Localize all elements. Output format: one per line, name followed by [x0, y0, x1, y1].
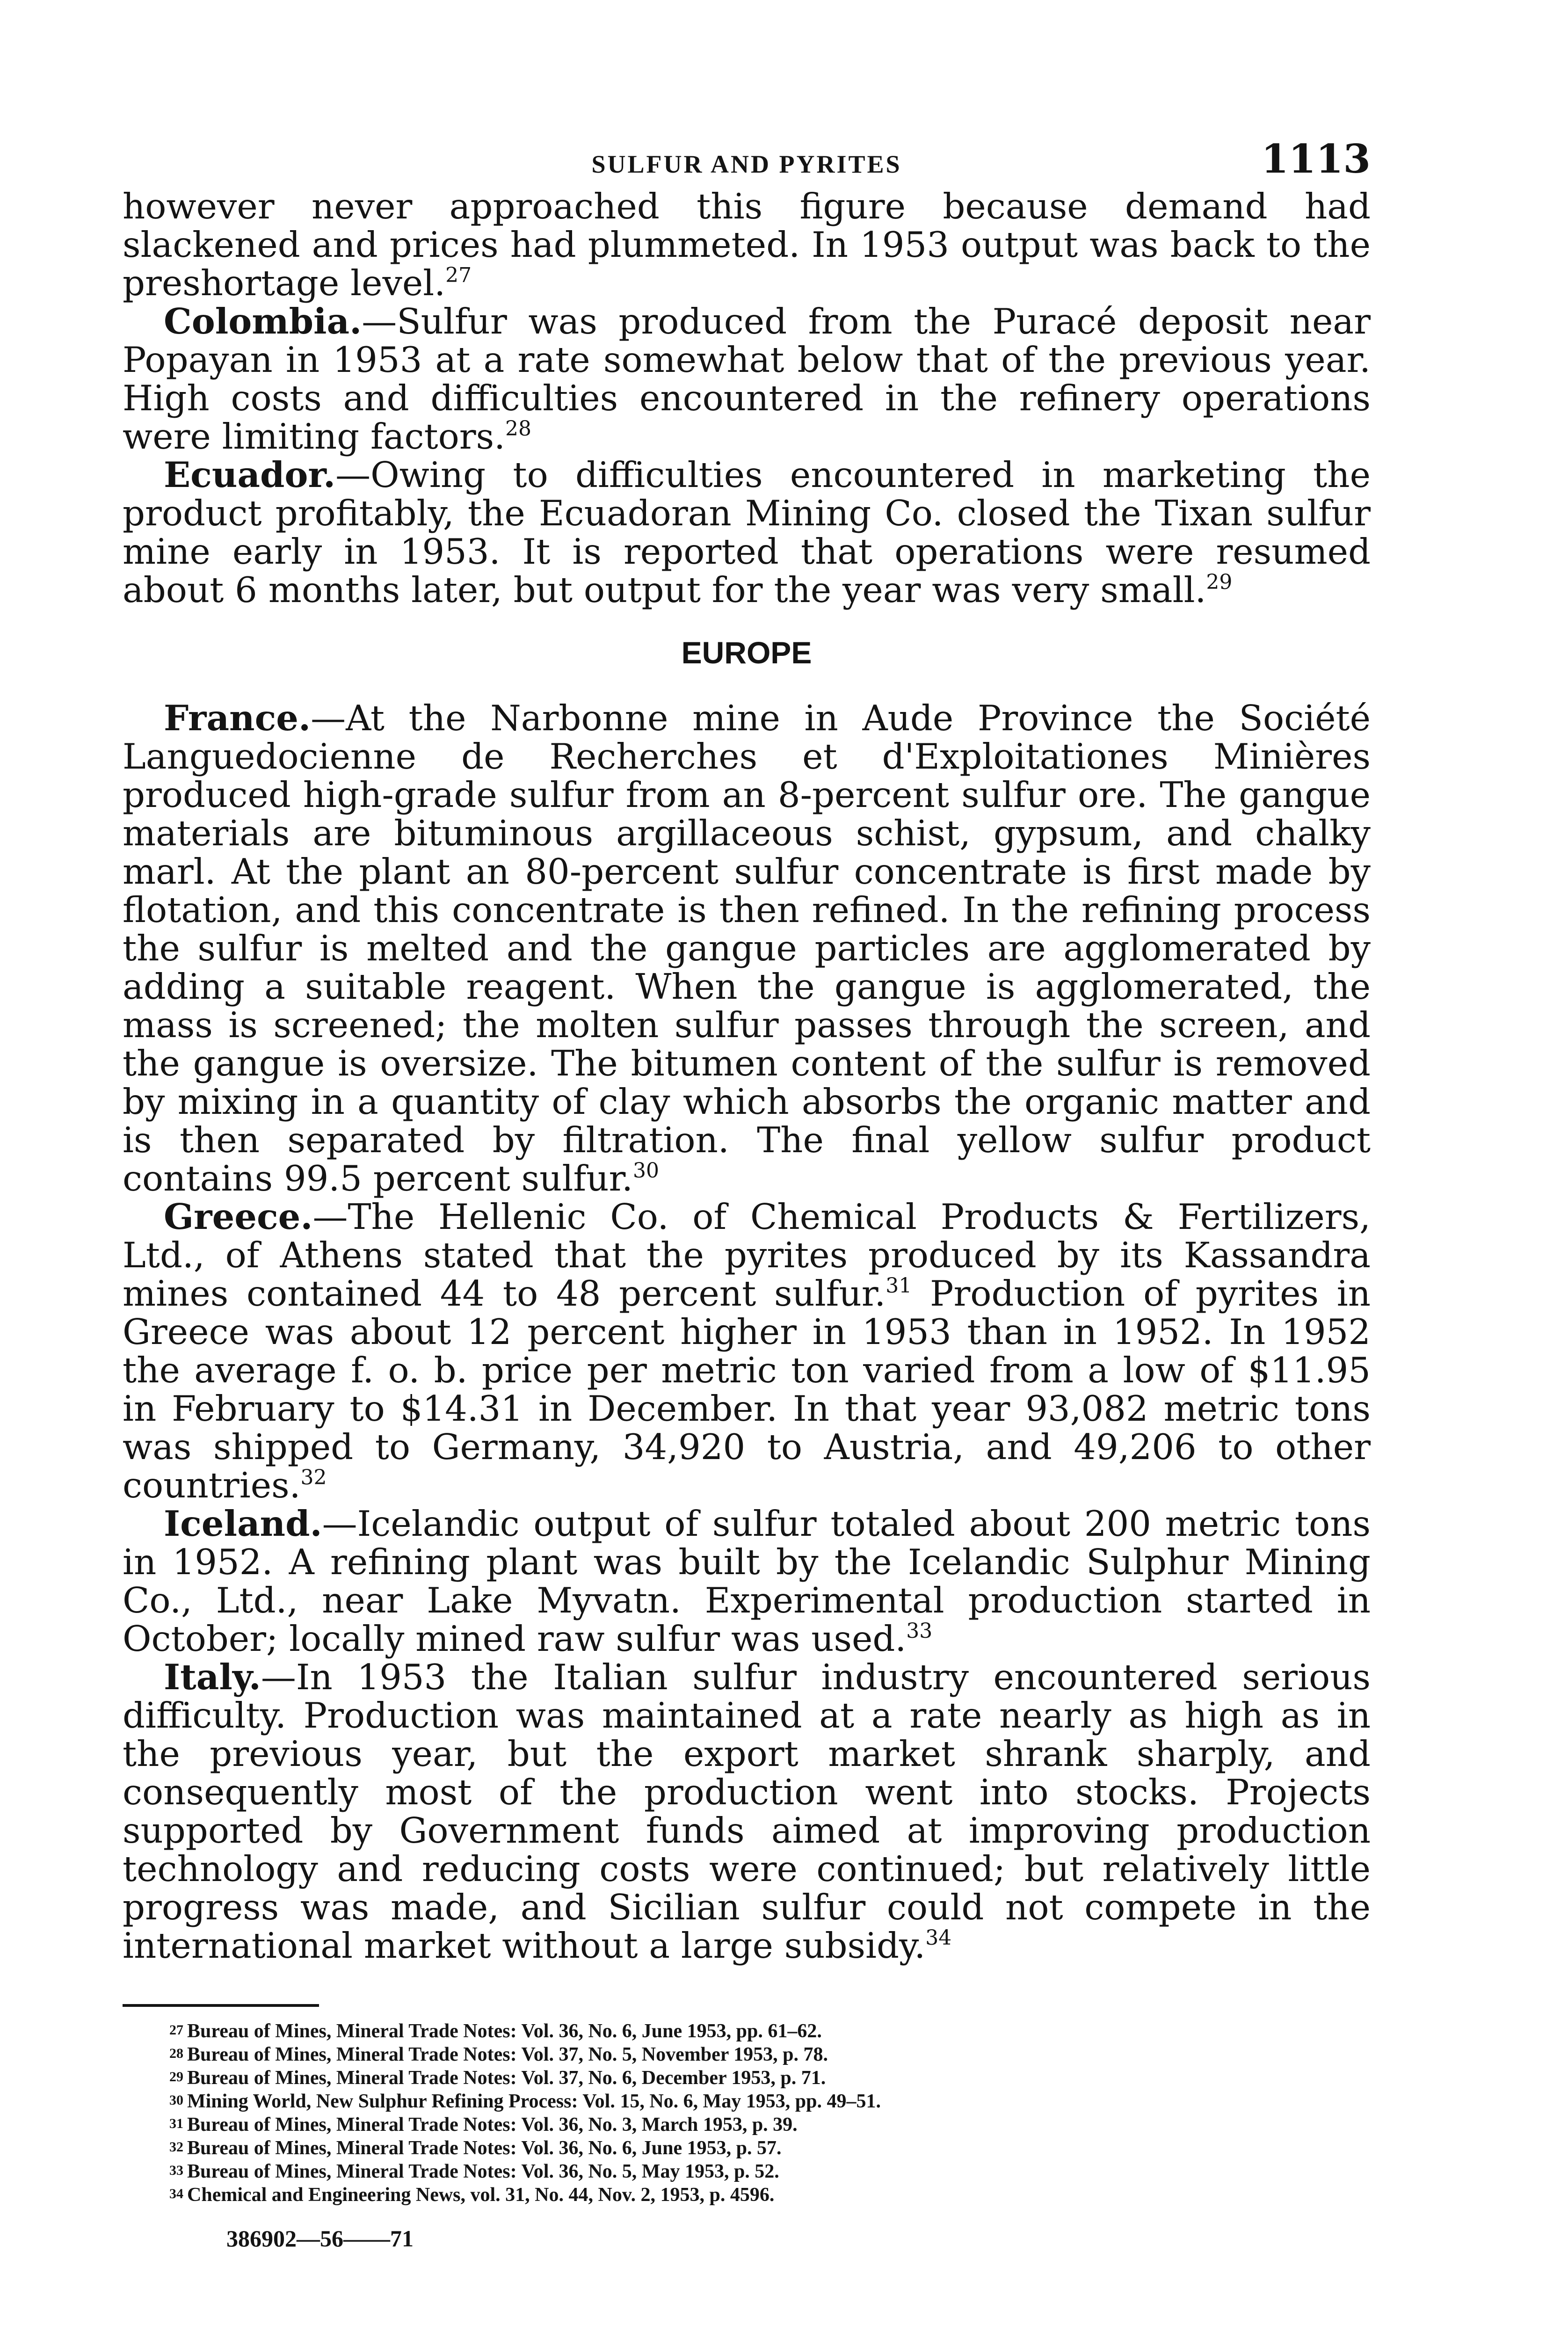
footnote — [169, 2089, 1371, 2113]
paragraph-text: however never approached this figure because demand had slackened and prices had plummeted. In 1953 output was back to the preshortage level. — [123, 186, 1371, 304]
document-page — [123, 136, 1371, 2252]
footnote-text: Bureau of Mines, Mineral Trade Notes: Vol. 36, No. 6, June 1953, p. 57. — [187, 2137, 782, 2159]
footnote — [169, 2159, 1371, 2183]
body-text — [123, 187, 1371, 1965]
footnote-ref: 30 — [632, 1159, 659, 1183]
paragraph-france — [123, 699, 1371, 1198]
footnote-text: Bureau of Mines, Mineral Trade Notes: Vol. 37, No. 5, November 1953, p. 78. — [187, 2044, 828, 2065]
printer-imprint: 386902—56——71 — [226, 2225, 414, 2252]
footnote — [169, 2136, 1371, 2159]
footnote-text: Bureau of Mines, Mineral Trade Notes: Vol. 36, No. 5, May 1953, p. 52. — [187, 2161, 779, 2182]
footnote-number: 27 — [169, 2022, 183, 2038]
country-lead: Italy. — [164, 1656, 261, 1698]
footnote — [169, 2183, 1371, 2206]
footnote-text: Mining World, New Sulphur Refining Process: Vol. 15, No. 6, May 1953, pp. 49–51. — [187, 2091, 881, 2112]
footnote-ref: 29 — [1206, 570, 1233, 594]
paragraph-text: —At the Narbonne mine in Aude Province the Société Languedocienne de Recherches et d'Exploitationes Minières produced high-grade sulfur from an 8-percent sulfur ore. The gangue materials are bituminous argillaceous schist, gypsum, and chalky marl. At the plant an 80-percent sulfur concentrate is first made by flotation, and this concentrate is then refined. In the refining process the sulfur is melted and the gangue particles are agglomerated by adding a suitable reagent. When the gangue is agglomerated, the mass is screened; the molten sulfur passes through the screen, and the gangue is oversize. The bitumen content of the sulfur is removed by mixing in a quantity of clay which absorbs the organic matter and is then separated by filtration. The final yellow sulfur product contains 99.5 percent sulfur. — [123, 697, 1371, 1199]
footnote-ref: 31 — [886, 1274, 912, 1298]
section-heading: EUROPE — [681, 635, 812, 670]
footnote-text: Bureau of Mines, Mineral Trade Notes: Vol. 36, No. 6, June 1953, pp. 61–62. — [187, 2020, 822, 2042]
footnote-rule — [123, 2004, 319, 2007]
footnote-number: 34 — [169, 2186, 183, 2201]
country-lead: Ecuador. — [164, 454, 336, 495]
paragraph-greece — [123, 1198, 1371, 1504]
paragraph-text: —In 1953 the Italian sulfur industry encountered serious difficulty. Production was maintained at a rate nearly as high as in the previous year, but the export market shrank sharply, and consequently most of the production went into stocks. Projects supported by Government funds aimed at improving production technology and reducing costs were continued; but relatively little progress was made, and Sicilian sulfur could not compete in the international market without a large subsidy. — [123, 1656, 1371, 1966]
paragraph-text: —The Hellenic Co. of Chemical Products & Fertilizers, Ltd., of Athens stated that the pyrites produced by its Kassandra mines contained 44 to 48 percent sulfur. — [123, 1196, 1371, 1314]
footnote-ref: 32 — [300, 1466, 327, 1489]
footnote-text: Chemical and Engineering News, vol. 31, No. 44, Nov. 2, 1953, p. 4596. — [187, 2184, 775, 2206]
footnote — [169, 2113, 1371, 2136]
footnote-text: Bureau of Mines, Mineral Trade Notes: Vol. 37, No. 6, December 1953, p. 71. — [187, 2067, 826, 2089]
footnote-ref: 27 — [445, 263, 472, 287]
paragraph-text: —Icelandic output of sulfur totaled about 200 metric tons in 1952. A refining plant was built by the Icelandic Sulphur Mining Co., Ltd., near Lake Myvatn. Experimental production started in October; locally mined raw sulfur was used. — [123, 1503, 1371, 1659]
footnote-ref: 34 — [925, 1926, 952, 1950]
footnote-text: Bureau of Mines, Mineral Trade Notes: Vol. 36, No. 3, March 1953, p. 39. — [187, 2114, 798, 2136]
footnote-number: 32 — [169, 2139, 183, 2155]
footnote-number: 29 — [169, 2069, 183, 2085]
country-lead: France. — [164, 697, 311, 739]
country-lead: Greece. — [164, 1196, 313, 1237]
footnote-number: 31 — [169, 2116, 183, 2131]
footnote — [169, 2042, 1371, 2066]
paragraph-text: —Owing to difficulties encountered in marketing the product profitably, the Ecuadoran Mining Co. closed the Tixan sulfur mine early in 1953. It is reported that operations were resumed about 6 months later, but output for the year was very small. — [123, 454, 1371, 610]
paragraph-continuation — [123, 187, 1371, 302]
country-lead: Iceland. — [164, 1503, 322, 1544]
country-lead: Colombia. — [164, 301, 362, 342]
paragraph-text: Production of pyrites in Greece was about 12 percent higher in 1953 than in 1952. In 1952 the average f. o. b. price per metric ton varied from a low of $11.95 in February to $14.31 in December. In that year 93,082 metric tons was shipped to Germany, 34,920 to Austria, and 49,206 to other countries. — [123, 1273, 1371, 1506]
running-head — [123, 136, 1371, 187]
paragraph-text: —Sulfur was produced from the Puracé deposit near Popayan in 1953 at a rate somewhat below that of the previous year. High costs and difficulties encountered in the refinery operations were limiting factors. — [123, 301, 1371, 457]
footnote-ref: 33 — [906, 1619, 933, 1643]
footnote-number: 30 — [169, 2092, 183, 2108]
paragraph-colombia — [123, 302, 1371, 456]
footnote-number: 28 — [169, 2046, 183, 2061]
running-title: SULFUR AND PYRITES — [591, 150, 902, 178]
footnotes — [123, 2019, 1371, 2206]
footnote — [169, 2019, 1371, 2042]
paragraph-ecuador — [123, 456, 1371, 609]
footnote-ref: 28 — [505, 417, 531, 441]
page-number: 1113 — [1261, 136, 1371, 182]
footnote-number: 33 — [169, 2163, 183, 2178]
paragraph-iceland — [123, 1504, 1371, 1658]
footnote — [169, 2066, 1371, 2089]
paragraph-italy — [123, 1658, 1371, 1965]
